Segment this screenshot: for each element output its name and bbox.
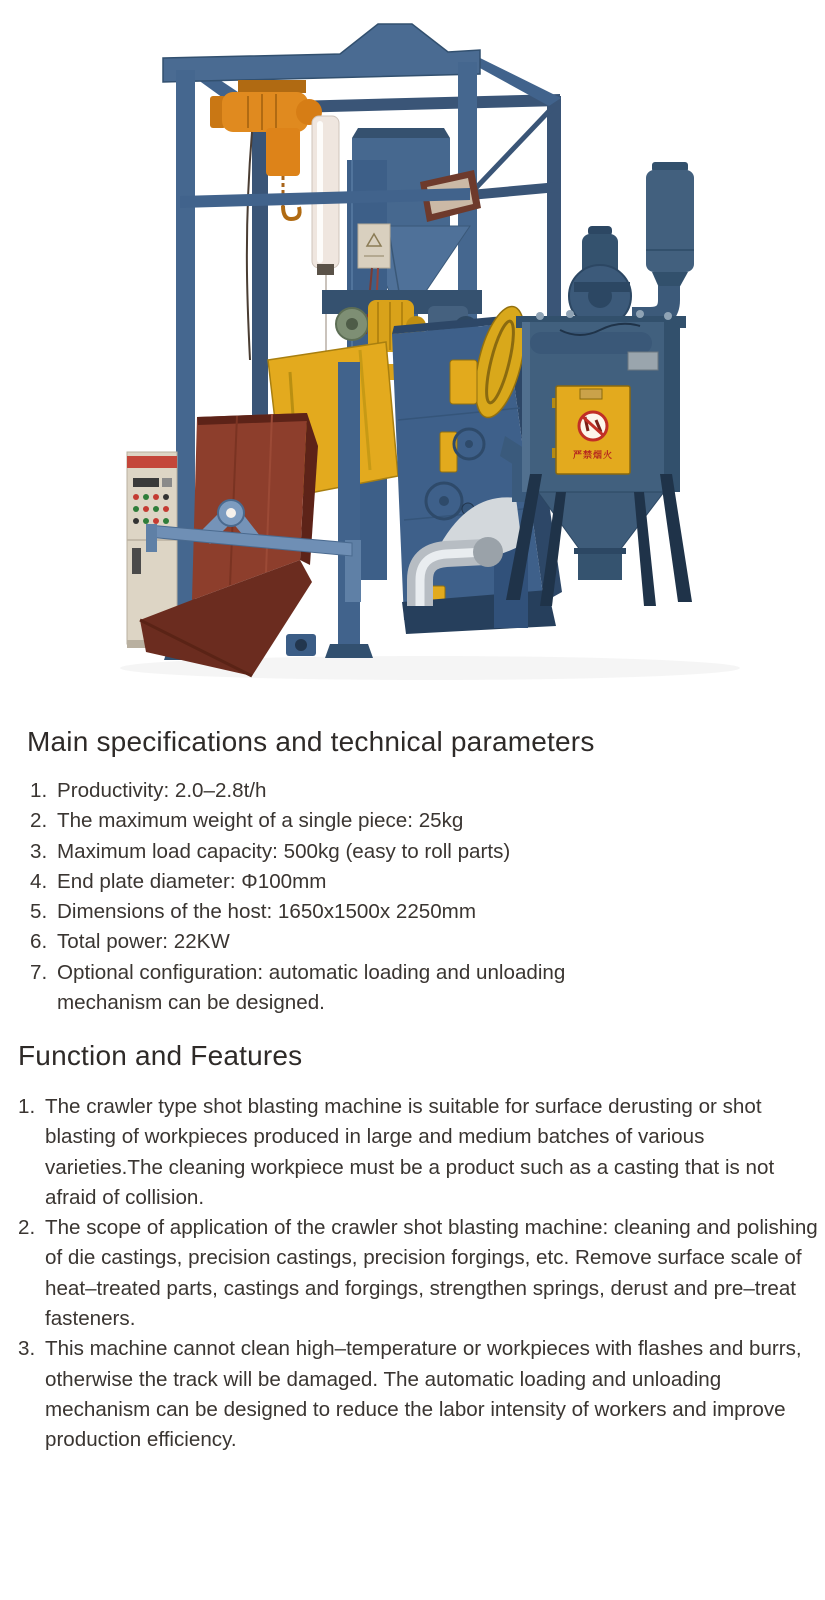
spec-item: Total power: 22KW	[57, 930, 230, 954]
features-section	[18, 1040, 818, 1456]
machine-illustration	[0, 0, 825, 700]
product-photo	[0, 0, 825, 700]
spec-list	[30, 776, 633, 1018]
feature-item: The scope of application of the crawler shot blasting machine: cleaning and polishing of die castings, precision castings, precision forgings, etc. Remove surface scale of heat–treated parts, castings and forgings, strengthen springs, derust and pre–treat fasteners.	[45, 1216, 818, 1331]
spec-item: The maximum weight of a single piece: 25kg	[57, 809, 464, 833]
spec-item: Maximum load capacity: 500kg (easy to roll parts)	[57, 839, 511, 863]
no-fire-door	[552, 386, 630, 474]
spec-item: Dimensions of the host: 1650x1500x 2250mm	[57, 900, 476, 924]
feature-list	[18, 1092, 818, 1456]
guide-tube	[312, 116, 339, 388]
spec-item: Productivity: 2.0–2.8t/h	[57, 779, 267, 802]
dust-collector	[500, 162, 694, 606]
cabinet-display	[133, 478, 159, 487]
feature-item: This machine cannot clean high–temperature or workpieces with flashes and burrs, otherwise the track will be damaged. The automatic loading and unloading mechanism can be designed to reduce the labor intensity of workers and improve production efficiency.	[45, 1337, 802, 1452]
specs-heading: Main specifications and technical parameters	[27, 726, 595, 757]
hoist-hook-icon	[283, 206, 300, 219]
blower-motor	[569, 226, 631, 327]
spec-item: Optional configuration: automatic loading and unloading mechanism can be designed.	[57, 960, 566, 1015]
spec-item: End plate diameter: Φ100mm	[57, 869, 327, 893]
silencer-stack	[632, 162, 694, 318]
feature-item: The crawler type shot blasting machine is suitable for surface derusting or shot blasting of workpieces produced in large and medium batches of various varieties.The cleaning workpiece must be a product such as a casting that is not afraid of collision.	[45, 1095, 775, 1209]
no-fire-icon	[579, 412, 607, 440]
specs-section	[27, 726, 633, 1018]
no-fire-sign-text: 严禁烟火	[572, 450, 614, 460]
features-heading: Function and Features	[18, 1040, 303, 1071]
